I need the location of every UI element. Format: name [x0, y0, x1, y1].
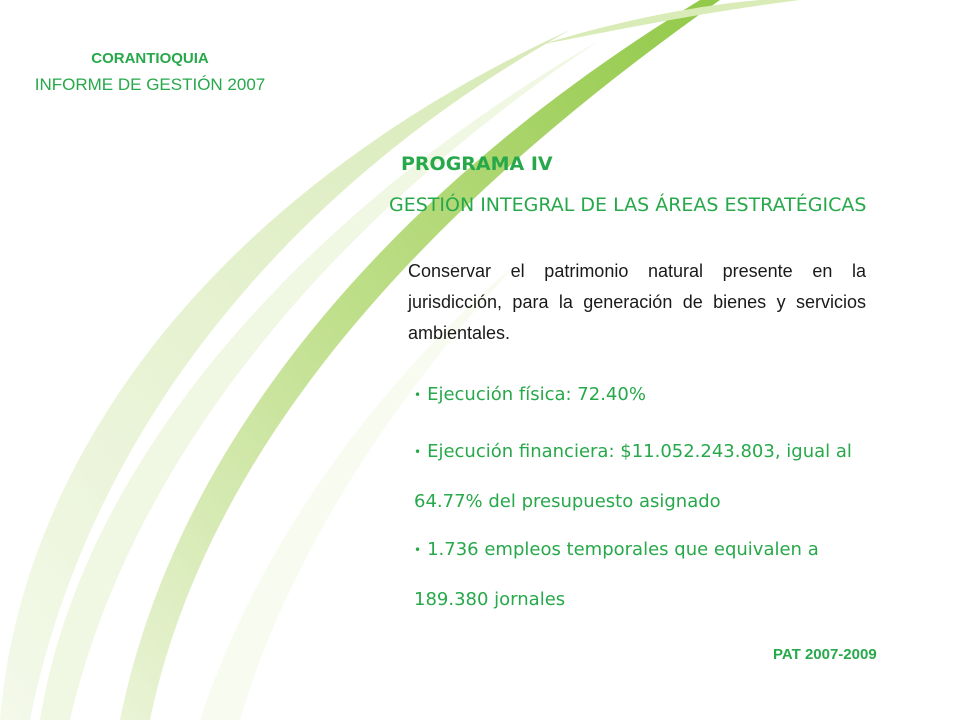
report-title: INFORME DE GESTIÓN 2007 — [34, 75, 266, 94]
program-title: PROGRAMA IV — [401, 153, 553, 175]
footer-label: PAT 2007-2009 — [773, 646, 877, 663]
program-objective: Conservar el patrimonio natural presente en la jurisdicción, para la generación de bienes y servicios ambientales. — [408, 261, 866, 343]
program-subtitle: GESTIÓN INTEGRAL DE LAS ÁREAS ESTRATÉGICAS — [389, 194, 867, 216]
bullet-item-employment — [414, 525, 884, 624]
bullet-icon: • — [414, 542, 422, 557]
bullet-text: Ejecución financiera: $11.052.243.803, igual al 64.77% del presupuesto asignado — [414, 441, 852, 512]
bullet-item-physical-execution — [414, 370, 646, 420]
org-name: CORANTIOQUIA — [91, 50, 209, 67]
bullet-icon: • — [414, 444, 422, 459]
bullet-text: 1.736 empleos temporales que equivalen a 189.380 jornales — [414, 539, 819, 610]
bullet-icon: • — [414, 387, 422, 402]
bullet-item-financial-execution — [414, 427, 908, 526]
bullet-text: Ejecución física: 72.40% — [427, 384, 646, 405]
